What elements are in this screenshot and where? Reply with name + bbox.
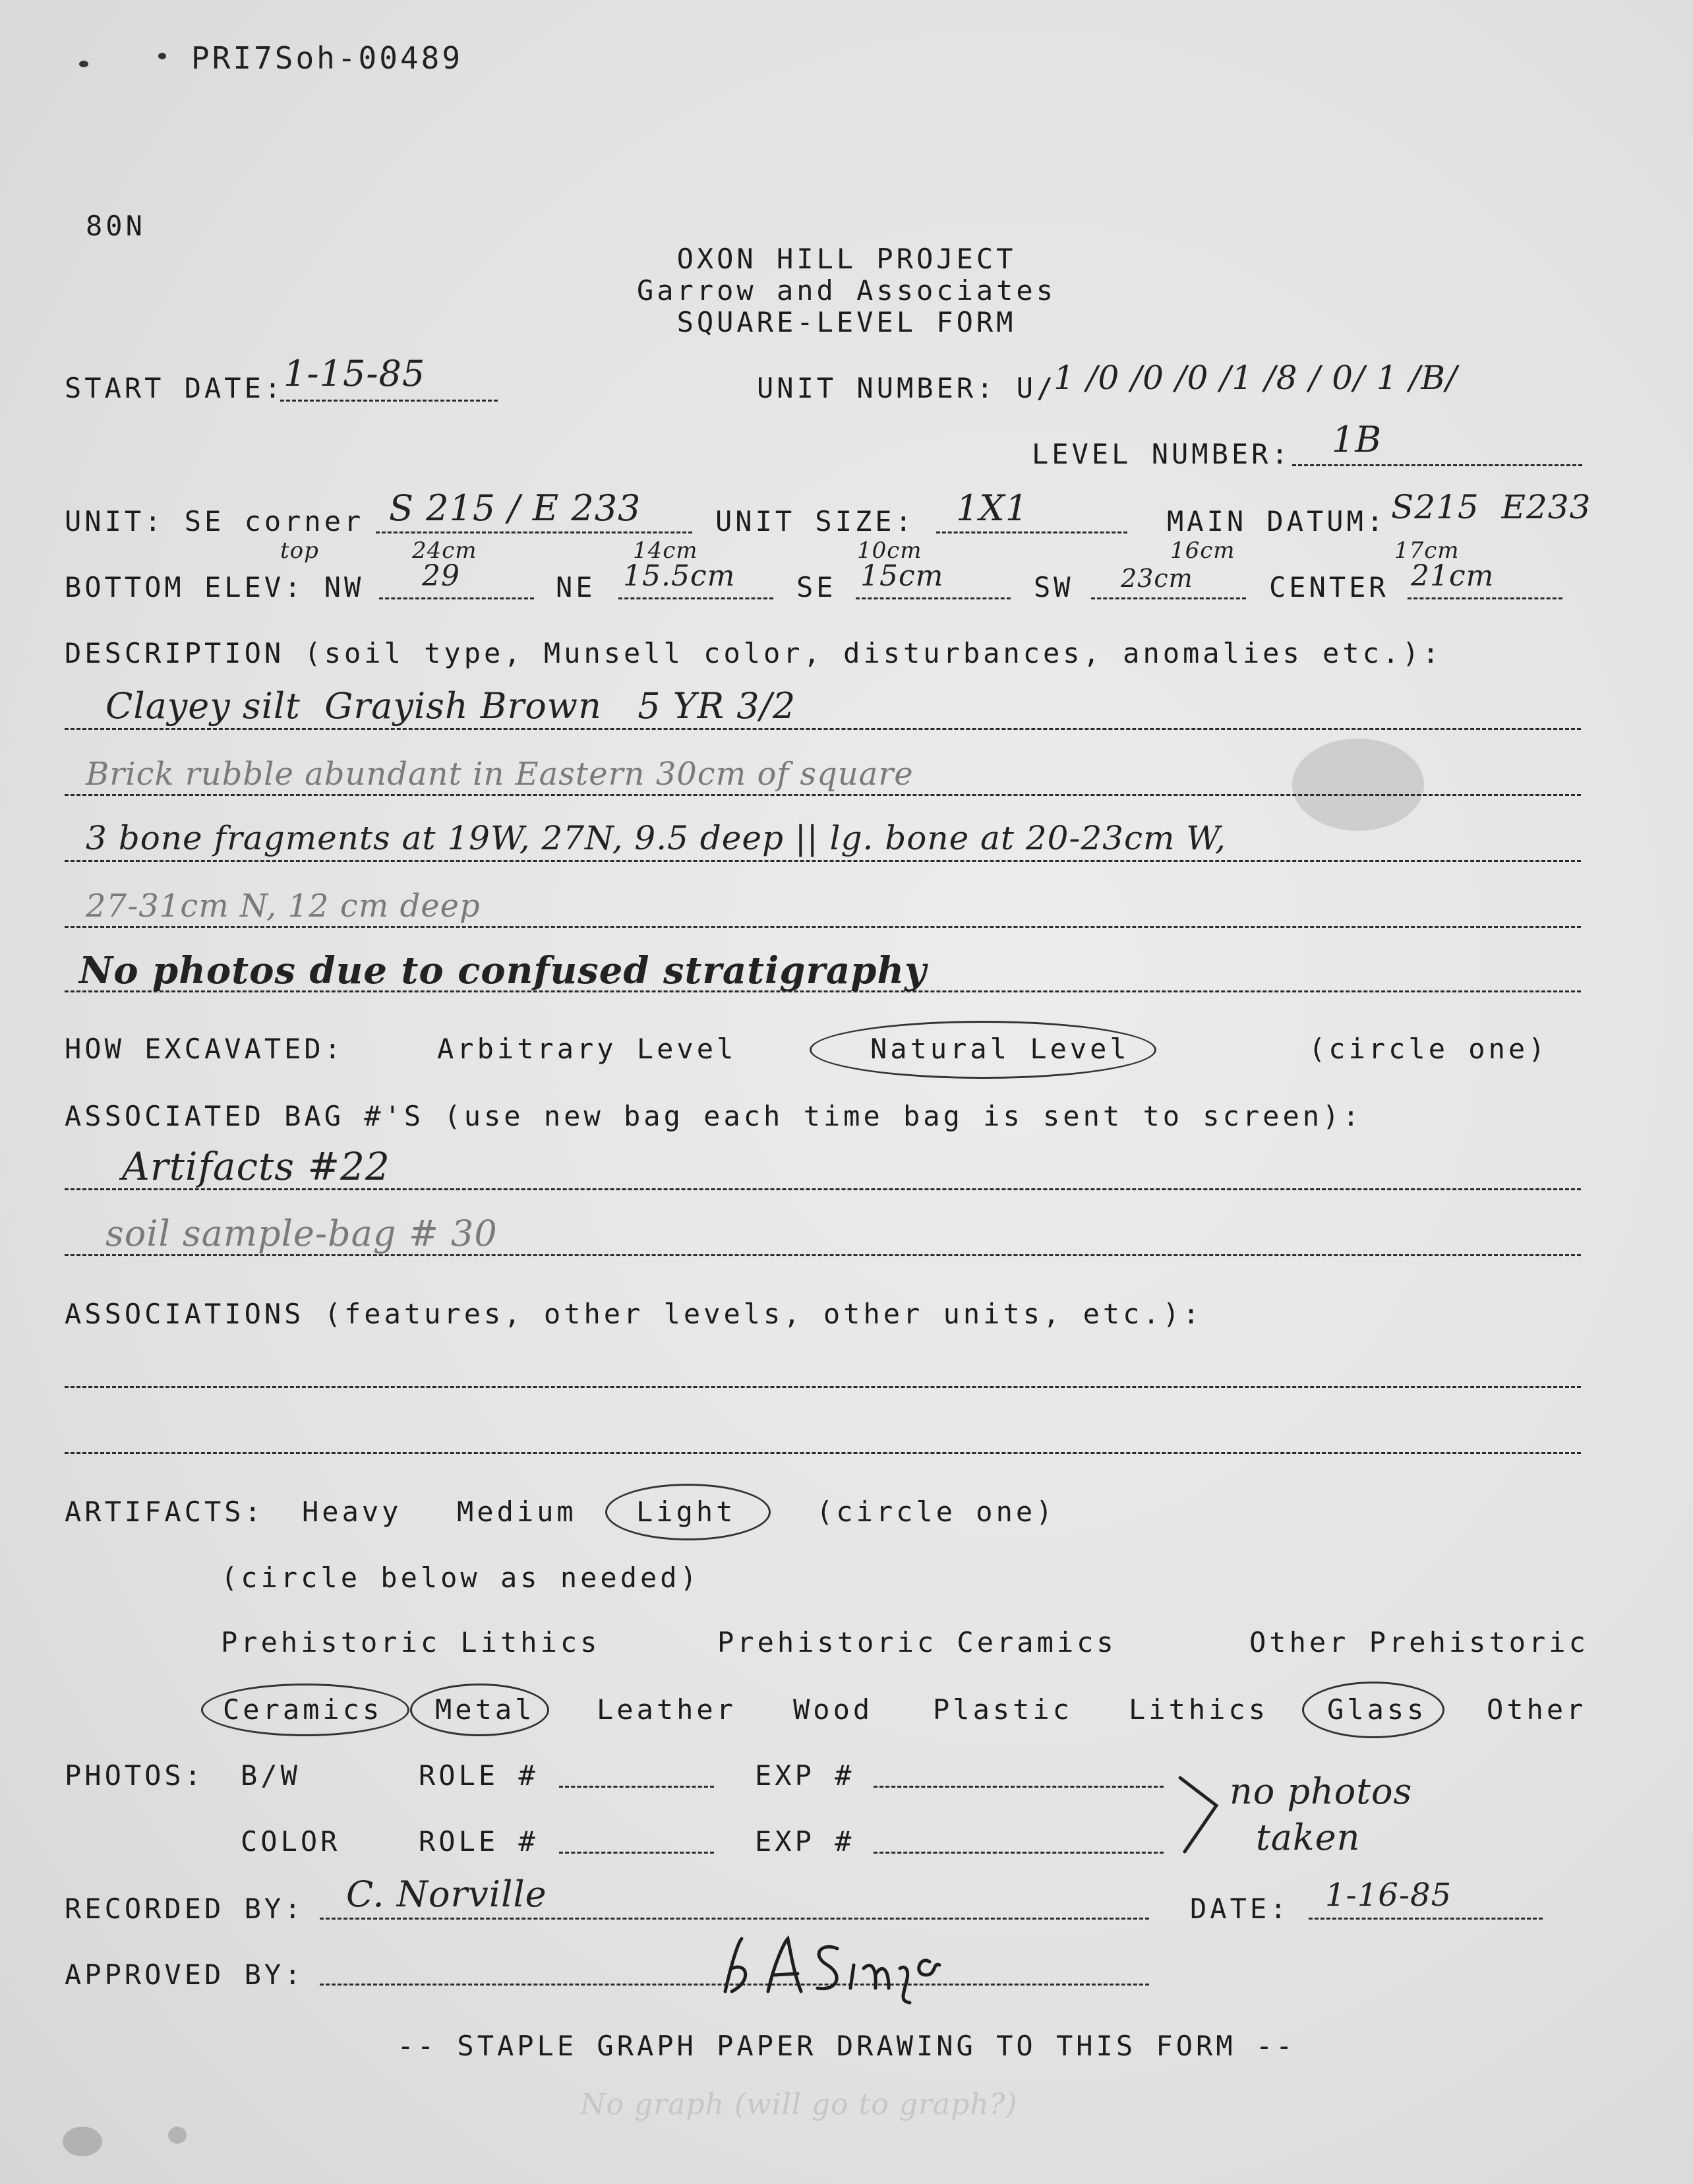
photos-bw-label: B/W xyxy=(241,1759,301,1792)
stain-mark xyxy=(1292,739,1424,831)
photos-label: PHOTOS: xyxy=(65,1759,205,1792)
bottom-ne-value: 15.5cm xyxy=(623,559,736,593)
bottom-elev-label: BOTTOM ELEV: NW xyxy=(65,571,365,603)
start-date-label: START DATE: xyxy=(65,372,285,404)
bottom-nw-line xyxy=(379,597,534,599)
bottom-center-label: CENTER xyxy=(1269,571,1389,603)
punch-dot-2 xyxy=(158,53,166,59)
artifacts-light[interactable]: Light xyxy=(636,1496,736,1528)
se-corner-line xyxy=(376,531,692,533)
bags-label: ASSOCIATED BAG #'S (use new bag each time bag is sent to screen): xyxy=(65,1100,1363,1132)
bags-text-1: Artifacts #22 xyxy=(122,1144,390,1189)
date-line xyxy=(1309,1918,1543,1920)
color-role-line xyxy=(559,1852,714,1854)
main-datum-label: MAIN DATUM: xyxy=(1167,505,1387,537)
other-option[interactable]: Other xyxy=(1487,1693,1587,1726)
other-prehistoric[interactable]: Other Prehistoric xyxy=(1249,1626,1589,1658)
top-ne-note: 14cm xyxy=(633,537,698,564)
bottom-se-line xyxy=(856,597,1011,599)
artifacts-note: (circle one) xyxy=(816,1496,1056,1528)
unit-number-label: UNIT NUMBER: U/ xyxy=(757,372,1057,404)
bags-text-2: soil sample-bag # 30 xyxy=(105,1213,498,1254)
recorded-by-line xyxy=(320,1918,1149,1920)
bottom-ne-label: NE xyxy=(556,571,596,603)
staple-instruction: -- STAPLE GRAPH PAPER DRAWING TO THIS FORM -- xyxy=(397,2030,1296,2062)
description-text-2: Brick rubble abundant in Eastern 30cm of square xyxy=(86,756,914,793)
bw-exp-line xyxy=(874,1786,1164,1788)
approver-signature xyxy=(712,1929,976,2005)
project-title: OXON HILL PROJECT xyxy=(676,243,1017,275)
unit-se-corner-label: UNIT: SE corner xyxy=(65,505,365,537)
description-label: DESCRIPTION (soil type, Munsell color, disturbances, anomalies etc.): xyxy=(65,637,1442,669)
bottom-sw-value: 23cm xyxy=(1121,564,1193,593)
artifacts-heavy[interactable]: Heavy xyxy=(302,1496,402,1528)
description-line-2 xyxy=(65,794,1581,796)
level-number-line xyxy=(1292,464,1582,466)
company-name: Garrow and Associates xyxy=(636,274,1056,307)
natural-level-option[interactable]: Natural Level xyxy=(870,1033,1130,1065)
no-photos-note-1: no photos xyxy=(1230,1771,1413,1812)
description-line-3 xyxy=(65,860,1581,862)
lithics-option[interactable]: Lithics xyxy=(1129,1693,1269,1726)
plastic-option[interactable]: Plastic xyxy=(933,1693,1073,1726)
wood-option[interactable]: Wood xyxy=(793,1693,874,1726)
how-excavated-note: (circle one) xyxy=(1309,1033,1549,1065)
bw-role-label: ROLE # xyxy=(419,1759,539,1792)
start-date-value: 1-15-85 xyxy=(283,353,426,394)
start-date-line xyxy=(280,400,498,402)
leather-option[interactable]: Leather xyxy=(597,1693,737,1726)
description-text-5: No photos due to confused stratigraphy xyxy=(79,949,927,992)
bottom-nw-value: 29 xyxy=(422,559,460,593)
unit-number-value: 1 /0 /0 /0 /1 /8 / 0/ 1 /B/ xyxy=(1054,359,1458,397)
corner-smudge-2 xyxy=(168,2127,187,2144)
circle-below-note: (circle below as needed) xyxy=(221,1562,700,1594)
bottom-sw-label: SW xyxy=(1034,571,1074,603)
associations-line-1 xyxy=(65,1386,1581,1388)
punch-dot xyxy=(79,61,88,67)
unit-size-value: 1X1 xyxy=(956,487,1029,529)
bw-exp-label: EXP # xyxy=(755,1759,855,1792)
bracket-mark xyxy=(1177,1773,1223,1858)
level-number-value: 1B xyxy=(1332,419,1382,460)
ceramics-option[interactable]: Ceramics xyxy=(223,1693,383,1726)
bottom-se-label: SE xyxy=(796,571,837,603)
how-excavated-label: HOW EXCAVATED: xyxy=(65,1033,345,1065)
date-label: DATE: xyxy=(1190,1893,1290,1925)
associations-line-2 xyxy=(65,1452,1581,1454)
corner-smudge xyxy=(63,2127,102,2156)
associations-label: ASSOCIATIONS (features, other levels, other units, etc.): xyxy=(65,1298,1203,1330)
approved-by-label: APPROVED BY: xyxy=(65,1958,305,1991)
artifacts-label: ARTIFACTS: xyxy=(65,1496,264,1528)
top-note: top xyxy=(280,537,319,564)
bottom-center-value: 21cm xyxy=(1411,559,1495,593)
bottom-center-line xyxy=(1408,597,1562,599)
description-line-1 xyxy=(65,728,1581,730)
unit-size-label: UNIT SIZE: xyxy=(715,505,915,537)
bottom-ne-line xyxy=(618,597,773,599)
artifacts-medium[interactable]: Medium xyxy=(457,1496,577,1528)
top-se-note: 10cm xyxy=(857,537,922,564)
bw-role-line xyxy=(559,1786,714,1788)
description-line-4 xyxy=(65,926,1581,928)
no-photos-note-2: taken xyxy=(1256,1817,1361,1858)
faint-pencil-note: No graph (will go to graph?) xyxy=(580,2088,1018,2121)
recorded-by-value: C. Norville xyxy=(346,1873,547,1915)
unit-size-line xyxy=(936,531,1127,533)
form-title: SQUARE-LEVEL FORM xyxy=(676,306,1017,338)
description-text-3: 3 bone fragments at 19W, 27N, 9.5 deep || lg. bone at 20-23cm W, xyxy=(86,819,1226,857)
se-corner-value: S 215 / E 233 xyxy=(389,487,641,529)
top-sw-note: 16cm xyxy=(1170,537,1235,564)
metal-option[interactable]: Metal xyxy=(435,1693,535,1726)
bags-line-2 xyxy=(65,1254,1581,1256)
top-center-note: 17cm xyxy=(1394,537,1460,564)
color-exp-label: EXP # xyxy=(755,1825,855,1858)
recorded-by-label: RECORDED BY: xyxy=(65,1893,305,1925)
prehistoric-ceramics[interactable]: Prehistoric Ceramics xyxy=(717,1626,1117,1658)
description-text-4: 27-31cm N, 12 cm deep xyxy=(86,888,481,925)
bottom-se-value: 15cm xyxy=(860,559,944,593)
main-datum-value: S215 E233 xyxy=(1391,488,1591,526)
arbitrary-level-option[interactable]: Arbitrary Level xyxy=(437,1033,737,1065)
bottom-sw-line xyxy=(1091,597,1246,599)
document-id: PRI7Soh-00489 xyxy=(191,40,463,76)
description-text-1: Clayey silt Grayish Brown 5 YR 3/2 xyxy=(105,685,796,727)
color-role-label: ROLE # xyxy=(419,1825,539,1858)
level-number-label: LEVEL NUMBER: xyxy=(1032,438,1292,470)
photos-color-label: COLOR xyxy=(241,1825,341,1858)
top-nw-note: 24cm xyxy=(412,537,477,564)
grid-label: 80N xyxy=(86,210,146,242)
prehistoric-lithics[interactable]: Prehistoric Lithics xyxy=(221,1626,601,1658)
glass-option[interactable]: Glass xyxy=(1327,1693,1427,1726)
color-exp-line xyxy=(874,1852,1164,1854)
date-value: 1-16-85 xyxy=(1325,1877,1452,1914)
